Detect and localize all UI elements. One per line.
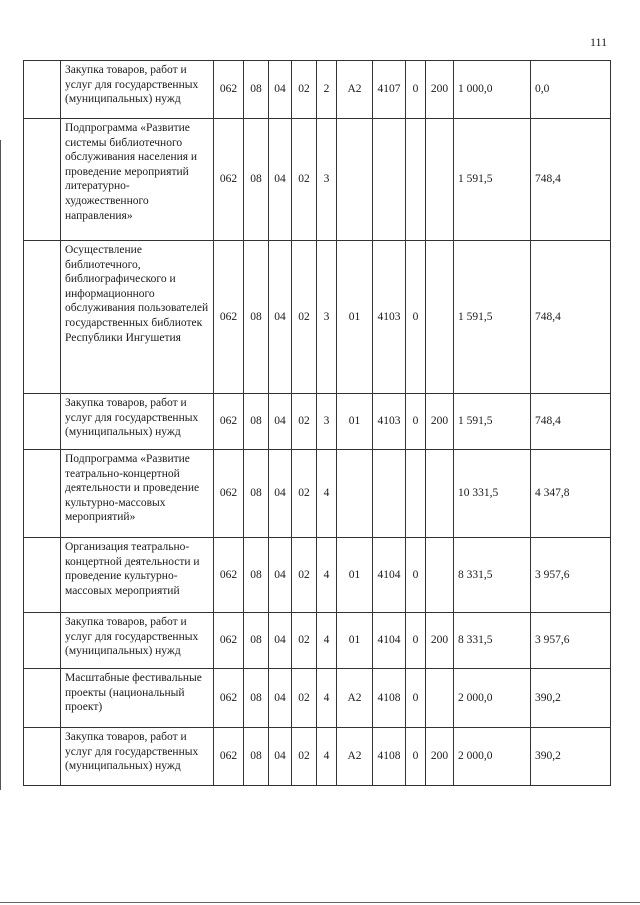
code-cell: 01 — [337, 613, 373, 669]
code-cell: 01 — [337, 241, 373, 394]
table-row — [24, 728, 611, 786]
code-cell: 04 — [269, 394, 292, 450]
code-cell: 3 — [317, 119, 337, 241]
amount-cell: 748,4 — [531, 241, 611, 394]
table-row — [24, 394, 611, 450]
amount-cell: 748,4 — [531, 119, 611, 241]
code-cell: 200 — [426, 728, 454, 786]
code-cell: 3 — [317, 394, 337, 450]
amount-cell: 4 347,8 — [531, 450, 611, 538]
table-row — [24, 61, 611, 119]
code-cell: 4 — [317, 450, 337, 538]
code-cell: 02 — [292, 394, 317, 450]
amount-cell: 1 591,5 — [454, 394, 531, 450]
row-number-cell — [24, 450, 61, 538]
code-cell — [426, 538, 454, 613]
code-cell: 3 — [317, 241, 337, 394]
code-cell: 02 — [292, 61, 317, 119]
amount-cell: 3 957,6 — [531, 538, 611, 613]
code-cell: 08 — [244, 538, 269, 613]
table-row — [24, 119, 611, 241]
code-cell: 02 — [292, 728, 317, 786]
code-cell: 4103 — [373, 394, 406, 450]
code-cell: 062 — [214, 241, 244, 394]
amount-cell: 2 000,0 — [454, 669, 531, 728]
code-cell — [426, 450, 454, 538]
row-name-cell: Закупка товаров, работ и услуг для государственных (муниципальных) нужд — [61, 61, 214, 119]
amount-cell: 1 591,5 — [454, 241, 531, 394]
table-row — [24, 669, 611, 728]
code-cell: 08 — [244, 728, 269, 786]
amount-cell: 390,2 — [531, 669, 611, 728]
code-cell: 02 — [292, 241, 317, 394]
code-cell: 04 — [269, 613, 292, 669]
amount-cell: 748,4 — [531, 394, 611, 450]
code-cell: 01 — [337, 538, 373, 613]
code-cell: 4104 — [373, 538, 406, 613]
code-cell: 02 — [292, 450, 317, 538]
code-cell: 08 — [244, 613, 269, 669]
amount-cell: 0,0 — [531, 61, 611, 119]
code-cell — [337, 119, 373, 241]
row-name-cell: Закупка товаров, работ и услуг для государственных (муниципальных) нужд — [61, 728, 214, 786]
code-cell: 4104 — [373, 613, 406, 669]
table-row — [24, 613, 611, 669]
row-number-cell — [24, 538, 61, 613]
code-cell: 0 — [406, 61, 426, 119]
code-cell — [337, 450, 373, 538]
row-number-cell — [24, 394, 61, 450]
code-cell: 0 — [406, 728, 426, 786]
code-cell: 08 — [244, 669, 269, 728]
code-cell: 200 — [426, 613, 454, 669]
code-cell — [426, 669, 454, 728]
code-cell: 08 — [244, 394, 269, 450]
code-cell: 04 — [269, 728, 292, 786]
code-cell: 02 — [292, 669, 317, 728]
code-cell: 04 — [269, 669, 292, 728]
row-name-cell: Осуществление библиотечного, библиографического и информационного обслуживания пользователей государственных библиотек Республики Ингушетия — [61, 241, 214, 394]
row-number-cell — [24, 669, 61, 728]
page-number: 111 — [590, 35, 608, 49]
table-row — [24, 241, 611, 394]
code-cell: 062 — [214, 394, 244, 450]
code-cell: 062 — [214, 538, 244, 613]
code-cell: 08 — [244, 61, 269, 119]
code-cell: 062 — [214, 450, 244, 538]
row-number-cell — [24, 61, 61, 119]
row-name-cell: Подпрограмма «Развитие системы библиотечного обслуживания населения и проведение мероприятий литературно-художественного направления» — [61, 119, 214, 241]
code-cell: А2 — [337, 61, 373, 119]
amount-cell: 8 331,5 — [454, 538, 531, 613]
code-cell: 200 — [426, 394, 454, 450]
row-name-cell: Закупка товаров, работ и услуг для государственных (муниципальных) нужд — [61, 613, 214, 669]
code-cell: 04 — [269, 241, 292, 394]
row-name-cell: Закупка товаров, работ и услуг для государственных (муниципальных) нужд — [61, 394, 214, 450]
footer-rule — [0, 902, 640, 903]
amount-cell: 2 000,0 — [454, 728, 531, 786]
code-cell: 062 — [214, 119, 244, 241]
code-cell: 4103 — [373, 241, 406, 394]
code-cell: 0 — [406, 669, 426, 728]
amount-cell: 1 591,5 — [454, 119, 531, 241]
row-number-cell — [24, 119, 61, 241]
code-cell — [373, 450, 406, 538]
row-number-cell — [24, 241, 61, 394]
code-cell: 4 — [317, 538, 337, 613]
code-cell: 02 — [292, 613, 317, 669]
code-cell: 4108 — [373, 669, 406, 728]
code-cell: 0 — [406, 394, 426, 450]
code-cell: 08 — [244, 241, 269, 394]
code-cell: 04 — [269, 61, 292, 119]
row-name-cell: Организация театрально-концертной деятельности и проведение культурно-массовых мероприятий — [61, 538, 214, 613]
code-cell: 0 — [406, 538, 426, 613]
code-cell — [426, 119, 454, 241]
code-cell: 02 — [292, 119, 317, 241]
code-cell — [406, 119, 426, 241]
code-cell: А2 — [337, 728, 373, 786]
code-cell: 0 — [406, 613, 426, 669]
code-cell: 04 — [269, 119, 292, 241]
row-number-cell — [24, 728, 61, 786]
code-cell: 4108 — [373, 728, 406, 786]
code-cell: 02 — [292, 538, 317, 613]
amount-cell: 10 331,5 — [454, 450, 531, 538]
code-cell: 08 — [244, 119, 269, 241]
code-cell: 062 — [214, 669, 244, 728]
amount-cell: 390,2 — [531, 728, 611, 786]
budget-table — [23, 60, 611, 786]
code-cell: 4 — [317, 669, 337, 728]
code-cell: 4 — [317, 613, 337, 669]
code-cell — [406, 450, 426, 538]
code-cell: 01 — [337, 394, 373, 450]
table-row — [24, 450, 611, 538]
code-cell: 4107 — [373, 61, 406, 119]
code-cell: 062 — [214, 61, 244, 119]
code-cell: 200 — [426, 61, 454, 119]
amount-cell: 3 957,6 — [531, 613, 611, 669]
code-cell — [426, 241, 454, 394]
code-cell: 4 — [317, 728, 337, 786]
row-name-cell: Масштабные фестивальные проекты (национальный проект) — [61, 669, 214, 728]
code-cell: 08 — [244, 450, 269, 538]
code-cell: 062 — [214, 613, 244, 669]
code-cell: А2 — [337, 669, 373, 728]
code-cell: 0 — [406, 241, 426, 394]
table-row — [24, 538, 611, 613]
code-cell: 04 — [269, 450, 292, 538]
code-cell: 2 — [317, 61, 337, 119]
code-cell: 062 — [214, 728, 244, 786]
row-number-cell — [24, 613, 61, 669]
amount-cell: 8 331,5 — [454, 613, 531, 669]
code-cell: 04 — [269, 538, 292, 613]
amount-cell: 1 000,0 — [454, 61, 531, 119]
left-edge-line — [0, 140, 1, 790]
row-name-cell: Подпрограмма «Развитие театрально-концертной деятельности и проведение культурно-массовых мероприятий» — [61, 450, 214, 538]
code-cell — [373, 119, 406, 241]
